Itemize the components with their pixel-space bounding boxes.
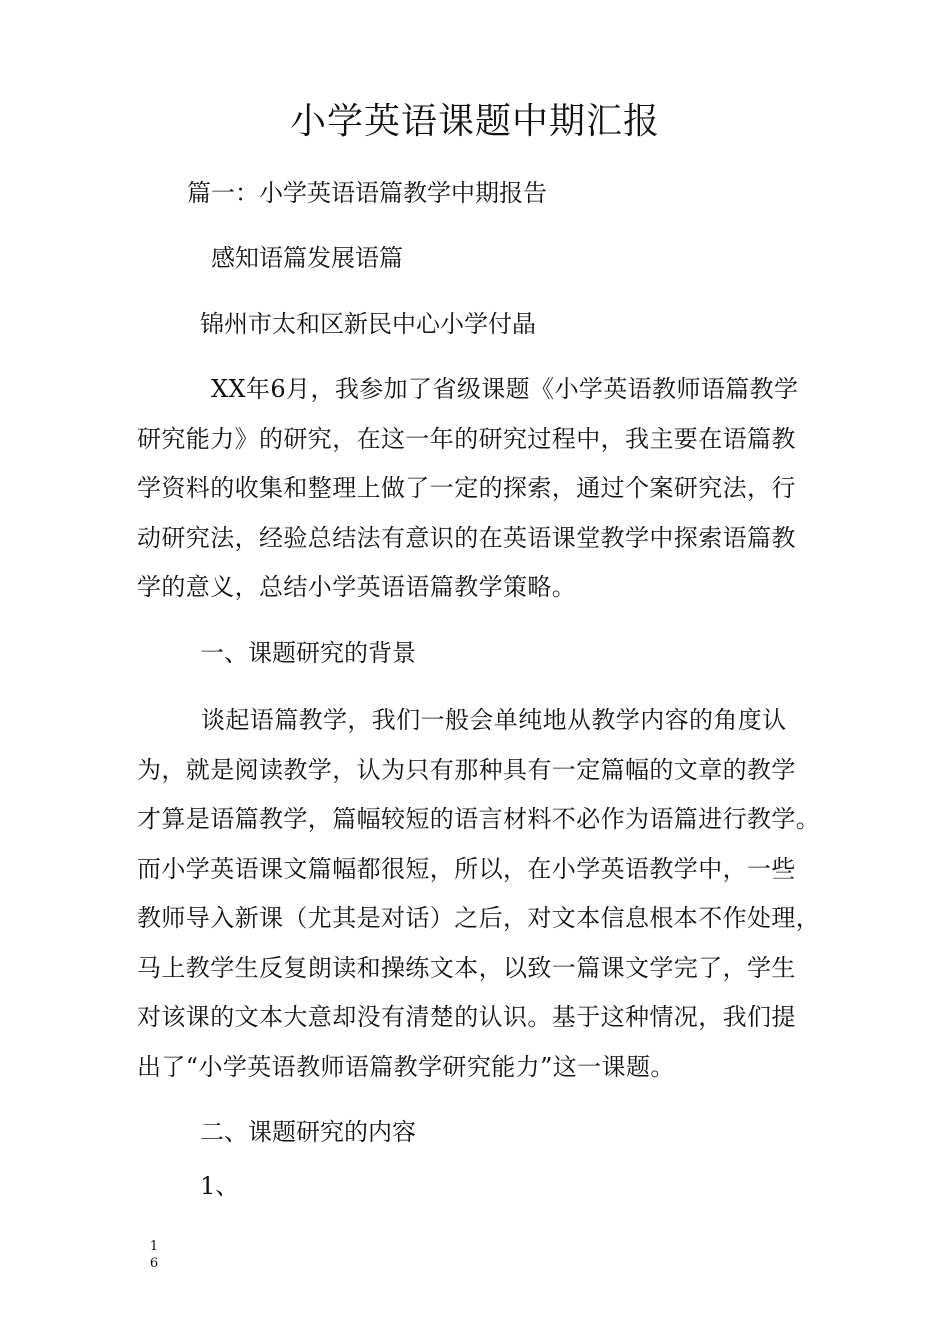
part-heading: 篇一：小学英语语篇教学中期报告 bbox=[187, 179, 547, 207]
intro-paragraph bbox=[137, 365, 837, 613]
section2-heading: 二、课题研究的内容 bbox=[200, 1118, 416, 1146]
section1-heading: 一、课题研究的背景 bbox=[200, 639, 416, 667]
section1-line: 谈起语篇教学，我们一般会单纯地从教学内容的角度认 bbox=[201, 706, 787, 734]
page-number-digit: 6 bbox=[149, 1256, 159, 1271]
section1-line: 对该课的文本大意却没有清楚的认识。基于这种情况，我们提 bbox=[137, 1003, 796, 1031]
intro-line: 学资料的收集和整理上做了一定的探索，通过个案研究法，行 bbox=[137, 474, 796, 502]
intro-line: XX年6月，我参加了省级课题《小学英语教师语篇教学 bbox=[211, 375, 799, 403]
section1-line: 出了“小学英语教师语篇教学研究能力”这一课题。 bbox=[137, 1052, 675, 1081]
section1-line: 马上教学生反复朗读和操练文本，以致一篇课文学完了，学生 bbox=[137, 953, 796, 982]
intro-line: 学的意义，总结小学英语语篇教学策略。 bbox=[137, 573, 577, 601]
subtitle: 感知语篇发展语篇 bbox=[211, 244, 403, 272]
list-item-1: 1、 bbox=[200, 1172, 240, 1200]
page-number bbox=[148, 1238, 160, 1272]
section1-line: 教师导入新课（尤其是对话）之后，对文本信息根本不作处理， bbox=[137, 904, 821, 932]
document-title: 小学英语课题中期汇报 bbox=[289, 101, 660, 142]
section1-line: 而小学英语课文篇幅都很短，所以，在小学英语教学中，一些 bbox=[137, 854, 796, 883]
section1-paragraph bbox=[137, 696, 837, 1092]
intro-line: 动研究法，经验总结法有意识的在英语课堂教学中探索语篇教 bbox=[137, 523, 796, 552]
intro-line: 研究能力》的研究，在这一年的研究过程中，我主要在语篇教 bbox=[137, 424, 796, 453]
section1-line: 为，就是阅读教学，认为只有那种具有一定篇幅的文章的教学 bbox=[137, 755, 796, 784]
page-number-digit: 1 bbox=[149, 1239, 159, 1254]
section1-line: 才算是语篇教学，篇幅较短的语言材料不必作为语篇进行教学。 bbox=[137, 805, 821, 833]
author-line: 锦州市太和区新民中心小学付晶 bbox=[200, 310, 536, 338]
